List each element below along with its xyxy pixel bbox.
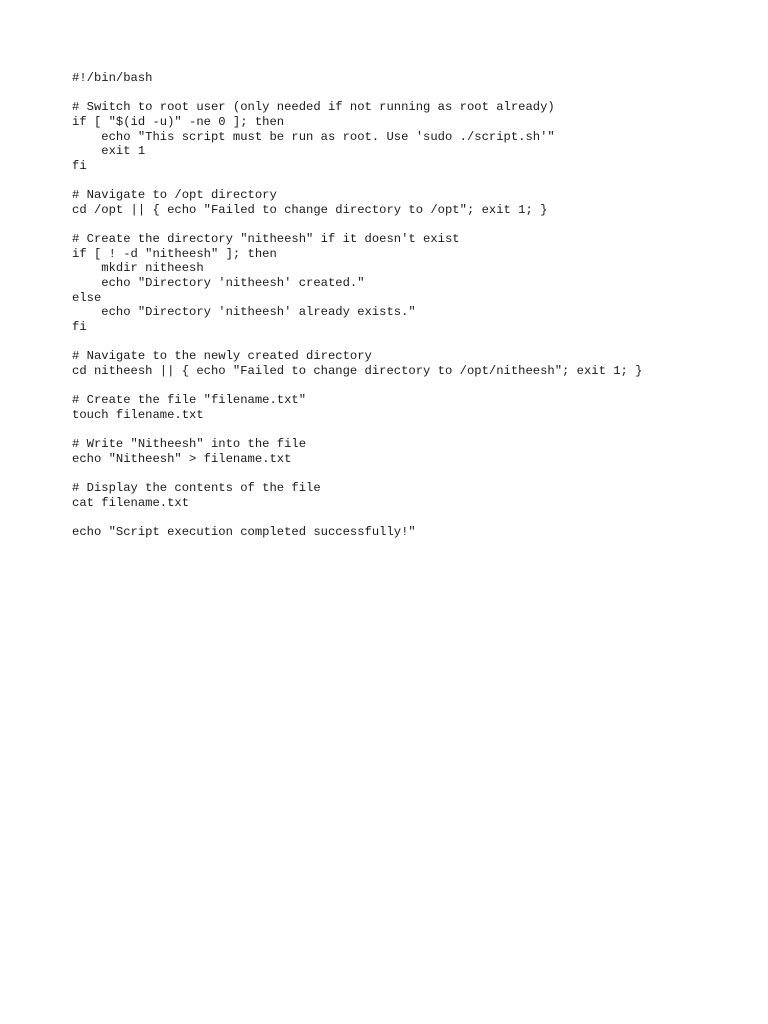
code-line: mkdir nitheesh	[72, 261, 204, 276]
code-line: echo "Nitheesh" > filename.txt	[72, 451, 292, 466]
code-line: # Create the directory "nitheesh" if it doesn't exist	[72, 232, 460, 247]
code-line	[72, 422, 642, 437]
code-line	[72, 173, 642, 188]
code-line: # Display the contents of the file	[72, 480, 321, 495]
code-line	[72, 378, 642, 393]
code-line: # Navigate to /opt directory	[72, 188, 277, 203]
code-line: # Switch to root user (only needed if not running as root already)	[72, 100, 555, 115]
code-line	[72, 510, 642, 525]
code-line: touch filename.txt	[72, 407, 204, 422]
code-line: #!/bin/bash	[72, 71, 153, 85]
script-code-block	[72, 71, 642, 540]
code-line: fi	[72, 319, 87, 334]
code-line	[72, 217, 642, 232]
code-line: echo "This script must be run as root. Use 'sudo ./script.sh'"	[72, 129, 555, 144]
code-line: cd /opt || { echo "Failed to change directory to /opt"; exit 1; }	[72, 202, 548, 217]
code-line: # Navigate to the newly created directory	[72, 349, 372, 364]
code-line: echo "Script execution completed successfully!"	[72, 524, 416, 539]
code-line: # Write "Nitheesh" into the file	[72, 437, 307, 452]
code-line: echo "Directory 'nitheesh' already exists."	[72, 305, 416, 320]
code-line	[72, 335, 642, 350]
code-line: cd nitheesh || { echo "Failed to change directory to /opt/nitheesh"; exit 1; }	[72, 363, 643, 378]
code-line	[72, 86, 642, 101]
code-line: else	[72, 290, 102, 305]
code-line	[72, 466, 642, 481]
code-line: echo "Directory 'nitheesh' created."	[72, 275, 365, 290]
code-line: fi	[72, 158, 87, 173]
code-line: if [ "$(id -u)" -ne 0 ]; then	[72, 114, 285, 129]
code-line: if [ ! -d "nitheesh" ]; then	[72, 246, 277, 261]
code-line: exit 1	[72, 144, 146, 159]
code-line: cat filename.txt	[72, 495, 190, 510]
code-line: # Create the file "filename.txt"	[72, 393, 307, 408]
